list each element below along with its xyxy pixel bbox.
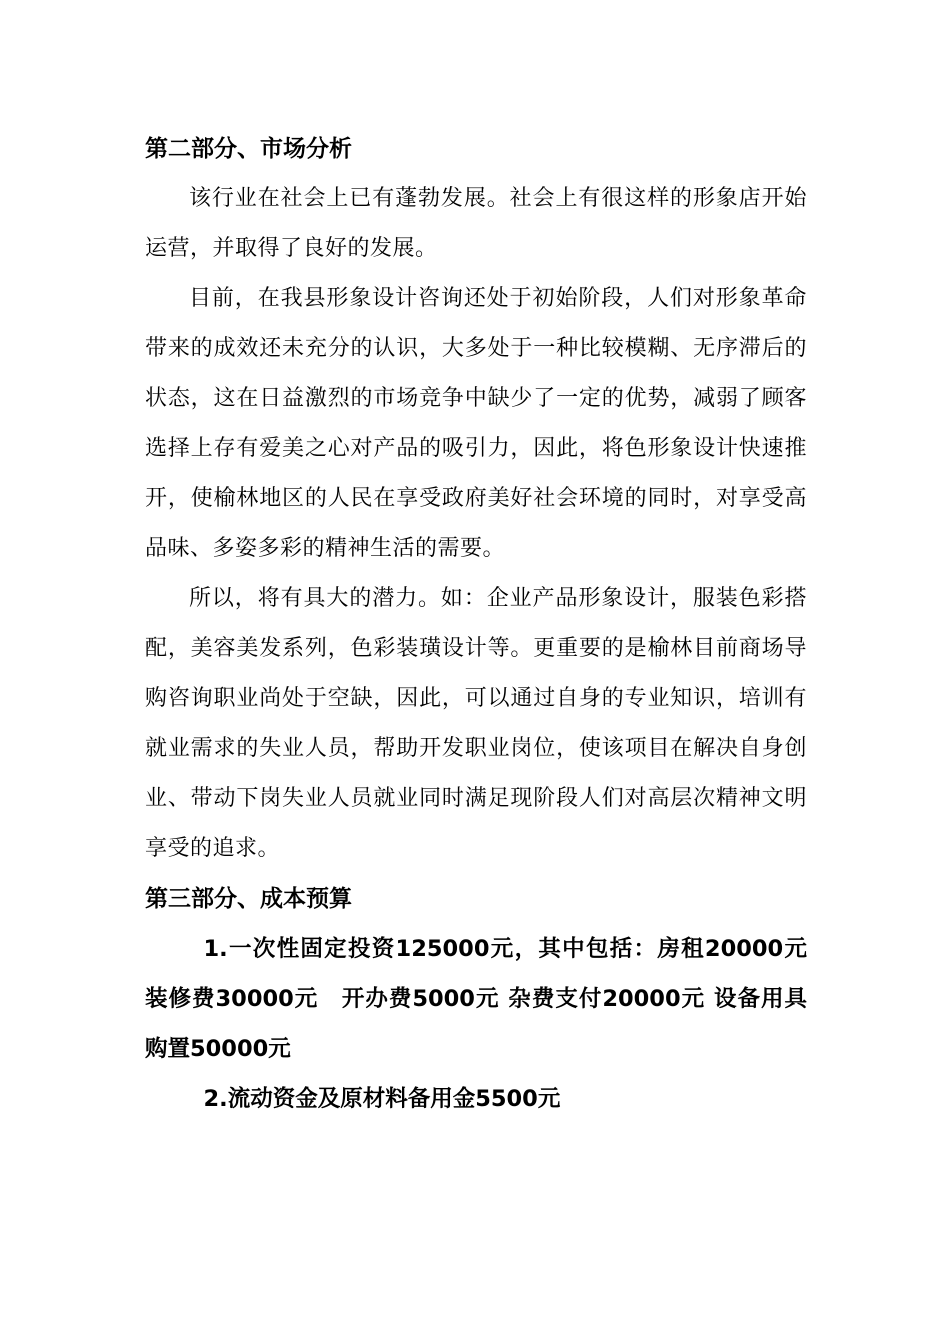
section-2-paragraph-3: 所以，将有具大的潜力。如：企业产品形象设计，服装色彩搭配，美容美发系列，色彩装璜设计等。更重要的是榆林目前商场导购咨询职业尚处于空缺，因此，可以通过自身的专业知识，培训有就业需求的失业人员，帮助开发职业岗位，使该项目在解决自身创业、带动下岗失业人员就业同时满足现阶段人们对高层次精神文明享受的追求。 [145, 586, 807, 861]
budget-item-1: 1.一次性固定投资125000元，其中包括：房租20000元 装修费30000元 开办费5000元 杂费支付20000元 设备用具购置50000元 [145, 936, 807, 1062]
budget-item-2: 2.流动资金及原材料备用金5500元 [203, 1086, 561, 1112]
section-2-title: 第二部分、市场分析 [145, 136, 352, 162]
section-2-paragraph-1: 该行业在社会上已有蓬勃发展。社会上有很这样的形象店开始运营，并取得了良好的发展。 [145, 186, 807, 261]
section-2-paragraph-2: 目前，在我县形象设计咨询还处于初始阶段，人们对形象革命带来的成效还未充分的认识，大多处于一种比较模糊、无序滞后的状态，这在日益激烈的市场竞争中缺少了一定的优势，减弱了顾客选择上存有爱美之心对产品的吸引力，因此，将色形象设计快速推开，使榆林地区的人民在享受政府美好社会环境的同时，对享受高品味、多姿多彩的精神生活的需要。 [145, 286, 807, 561]
document-body [145, 124, 807, 1124]
section-3-title: 第三部分、成本预算 [145, 886, 352, 912]
